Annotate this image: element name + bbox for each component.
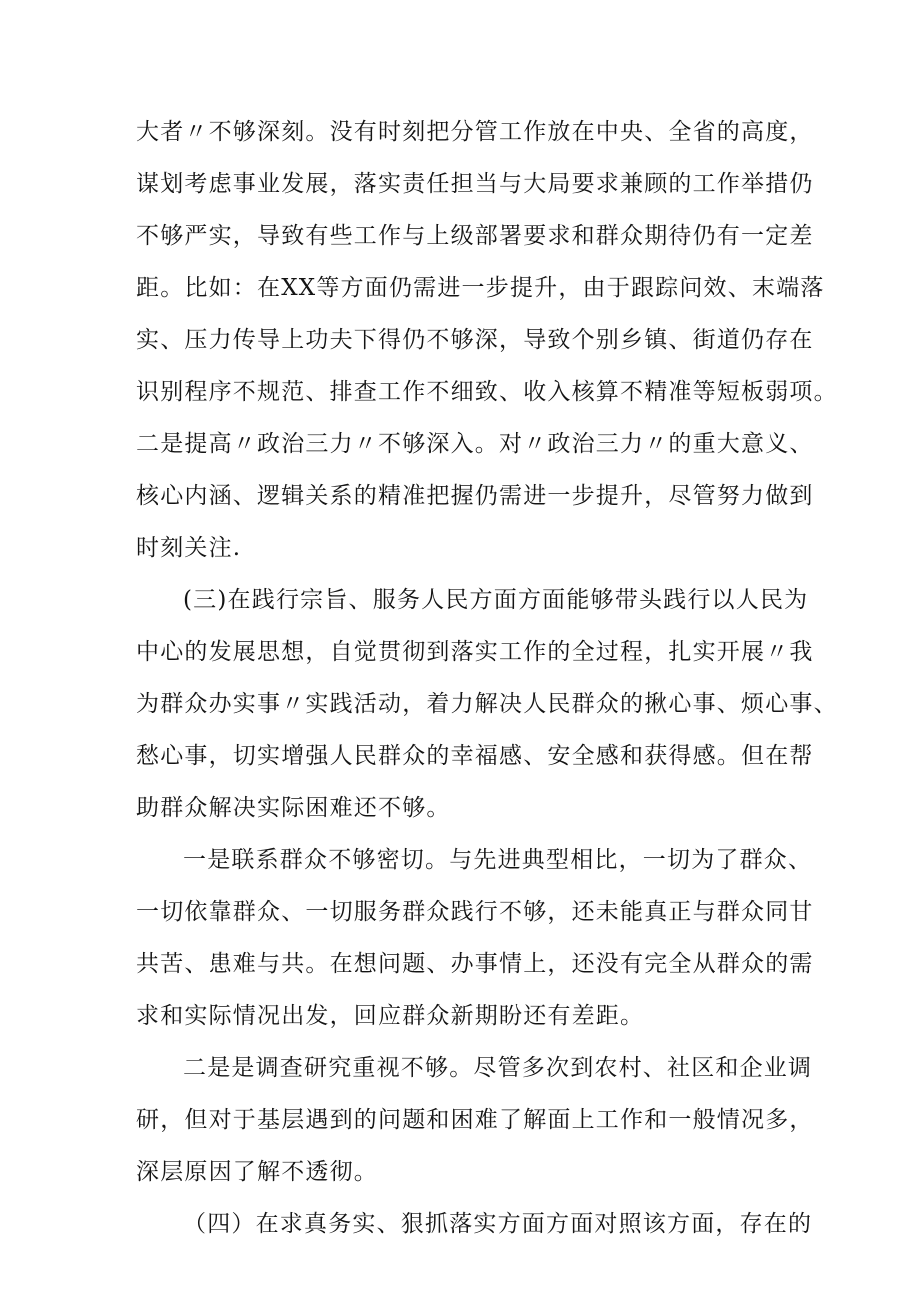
text-line: 核心内涵、逻辑关系的精准把握仍需进一步提升，尽管努力做到 bbox=[136, 483, 814, 509]
text-line: 共苦、患难与共。在想问题、办事情上，还没有完全从群众的需 bbox=[136, 951, 814, 977]
paragraph-heading: （四）在求真务实、狠抓落实方面方面对照该方面，存在的 bbox=[183, 1211, 813, 1237]
text-line: 距。比如：在XX等方面仍需进一步提升，由于跟踪问效、末端落 bbox=[136, 275, 825, 301]
text-line: 二是提高〃政治三力〃不够深入。对〃政治三力〃的重大意义、 bbox=[136, 431, 814, 457]
text-line: 谋划考虑事业发展，落实责任担当与大局要求兼顾的工作举措仍 bbox=[136, 171, 814, 197]
text-line: 一切依靠群众、一切服务群众践行不够，还未能真正与群众同甘 bbox=[136, 899, 814, 925]
text-line: 助群众解决实际困难还不够。 bbox=[136, 795, 451, 821]
paragraph-start: 二是是调查研究重视不够。尽管多次到农村、社区和企业调 bbox=[183, 1055, 813, 1081]
paragraph-heading: (三)在践行宗旨、服务人民方面方面能够带头践行以人民为 bbox=[183, 587, 809, 613]
text-line: 深层原因了解不透彻。 bbox=[136, 1159, 378, 1185]
paragraph-start: 一是联系群众不够密切。与先进典型相比，一切为了群众、 bbox=[183, 847, 813, 873]
text-line: 不够严实，导致有些工作与上级部署要求和群众期待仍有一定差 bbox=[136, 223, 814, 249]
text-line: 实、压力传导上功夫下得仍不够深，导致个别乡镇、街道仍存在 bbox=[136, 327, 814, 353]
text-line: 研，但对于基层遇到的问题和困难了解面上工作和一般情况多， bbox=[136, 1107, 814, 1133]
text-line: 中心的发展思想，自觉贯彻到落实工作的全过程，扎实开展〃我 bbox=[136, 639, 814, 665]
text-line: 为群众办实事〃实践活动，着力解决人民群众的揪心事、烦心事、 bbox=[136, 691, 838, 717]
text-line: 大者〃不够深刻。没有时刻把分管工作放在中央、全省的高度， bbox=[136, 119, 814, 145]
text-line: 求和实际情况出发，回应群众新期盼还有差距。 bbox=[136, 1003, 645, 1029]
text-line: 时刻关注. bbox=[136, 535, 242, 561]
text-line: 愁心事，切实增强人民群众的幸福感、安全感和获得感。但在帮 bbox=[136, 743, 814, 769]
text-line: 识别程序不规范、排查工作不细致、收入核算不精准等短板弱项。 bbox=[136, 379, 838, 405]
